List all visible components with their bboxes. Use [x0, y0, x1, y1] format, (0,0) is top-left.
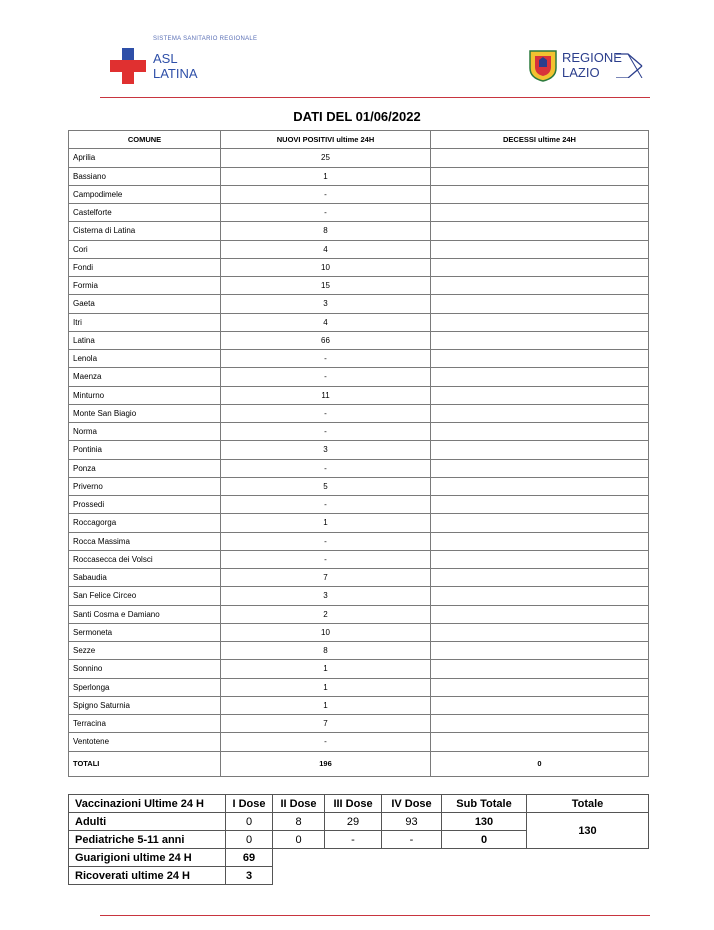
- top-divider: [100, 97, 650, 98]
- positivi-cell: 7: [221, 715, 431, 733]
- decessi-cell: [431, 222, 649, 240]
- asl-latina-logo: [110, 36, 310, 86]
- totals-positivi: 196: [221, 751, 431, 776]
- comune-cell: Lenola: [69, 350, 221, 368]
- decessi-cell: [431, 149, 649, 167]
- table-row: [69, 204, 649, 222]
- table-row: [69, 350, 649, 368]
- comune-cell: Sabaudia: [69, 569, 221, 587]
- adulti-row: [69, 813, 649, 831]
- vacc-header-dose4: IV Dose: [382, 795, 442, 813]
- positivi-cell: 1: [221, 660, 431, 678]
- comune-cell: Fondi: [69, 258, 221, 276]
- positivi-cell: 7: [221, 569, 431, 587]
- vacc-header-totale: Totale: [527, 795, 649, 813]
- comune-cell: Santi Cosma e Damiano: [69, 605, 221, 623]
- decessi-cell: [431, 277, 649, 295]
- header-decessi: DECESSI ultime 24H: [431, 131, 649, 149]
- decessi-cell: [431, 642, 649, 660]
- comune-cell: Gaeta: [69, 295, 221, 313]
- comune-cell: Priverno: [69, 477, 221, 495]
- decessi-cell: [431, 423, 649, 441]
- decessi-cell: [431, 386, 649, 404]
- positivi-cell: 66: [221, 331, 431, 349]
- table-row: [69, 678, 649, 696]
- decessi-cell: [431, 204, 649, 222]
- positivi-cell: 2: [221, 605, 431, 623]
- bottom-divider: [100, 915, 650, 916]
- positivi-cell: -: [221, 368, 431, 386]
- comune-cell: Sonnino: [69, 660, 221, 678]
- positivi-cell: 1: [221, 678, 431, 696]
- positivi-cell: 5: [221, 477, 431, 495]
- positivi-cell: 1: [221, 167, 431, 185]
- comune-cell: Prossedi: [69, 496, 221, 514]
- ricoverati-label: Ricoverati ultime 24 H: [69, 867, 226, 885]
- totals-label: TOTALI: [69, 751, 221, 776]
- comune-cell: Ventotene: [69, 733, 221, 751]
- decessi-cell: [431, 167, 649, 185]
- decessi-cell: [431, 660, 649, 678]
- comune-cell: Norma: [69, 423, 221, 441]
- pediatriche-dose3: -: [325, 831, 382, 849]
- comune-cell: Ponza: [69, 459, 221, 477]
- vacc-totale: 130: [527, 813, 649, 849]
- table-row: [69, 660, 649, 678]
- positivi-cell: 4: [221, 313, 431, 331]
- comune-cell: Roccasecca dei Volsci: [69, 550, 221, 568]
- table-row: [69, 185, 649, 203]
- comune-cell: Rocca Massima: [69, 532, 221, 550]
- decessi-cell: [431, 623, 649, 641]
- adulti-dose1: 0: [226, 813, 273, 831]
- comune-cell: Campodimele: [69, 185, 221, 203]
- decessi-cell: [431, 569, 649, 587]
- table-row: [69, 642, 649, 660]
- comune-cell: Terracina: [69, 715, 221, 733]
- comune-cell: Formia: [69, 277, 221, 295]
- positivi-cell: -: [221, 404, 431, 422]
- lazio-label: LAZIO: [562, 65, 600, 80]
- positivi-cell: 10: [221, 623, 431, 641]
- positivi-cell: 11: [221, 386, 431, 404]
- table-row: [69, 496, 649, 514]
- decessi-cell: [431, 240, 649, 258]
- decessi-cell: [431, 258, 649, 276]
- table-row: [69, 277, 649, 295]
- table-row: [69, 313, 649, 331]
- comune-cell: Maenza: [69, 368, 221, 386]
- vacc-header-dose1: I Dose: [226, 795, 273, 813]
- decessi-cell: [431, 185, 649, 203]
- adulti-dose2: 8: [273, 813, 325, 831]
- header-positivi: NUOVI POSITIVI ultime 24H: [221, 131, 431, 149]
- table-row: [69, 423, 649, 441]
- positivi-cell: -: [221, 550, 431, 568]
- table-row: [69, 404, 649, 422]
- table-row: [69, 733, 649, 751]
- decessi-cell: [431, 295, 649, 313]
- table-row: [69, 459, 649, 477]
- pediatriche-label: Pediatriche 5-11 anni: [69, 831, 226, 849]
- comune-cell: Cisterna di Latina: [69, 222, 221, 240]
- table-row: [69, 477, 649, 495]
- adulti-dose4: 93: [382, 813, 442, 831]
- comune-cell: Aprilia: [69, 149, 221, 167]
- positivi-cell: 1: [221, 514, 431, 532]
- decessi-cell: [431, 350, 649, 368]
- pediatriche-dose2: 0: [273, 831, 325, 849]
- table-row: [69, 295, 649, 313]
- red-cross-icon: [110, 48, 146, 84]
- positivi-cell: 3: [221, 295, 431, 313]
- decessi-cell: [431, 605, 649, 623]
- vacc-header-subtotale: Sub Totale: [442, 795, 527, 813]
- table-row: [69, 167, 649, 185]
- positivi-cell: -: [221, 496, 431, 514]
- decessi-cell: [431, 715, 649, 733]
- table-row: [69, 386, 649, 404]
- decessi-cell: [431, 733, 649, 751]
- table-row: [69, 587, 649, 605]
- positivi-cell: -: [221, 459, 431, 477]
- decessi-cell: [431, 313, 649, 331]
- decessi-cell: [431, 496, 649, 514]
- adulti-subtotale: 130: [442, 813, 527, 831]
- decessi-cell: [431, 477, 649, 495]
- table-row: [69, 258, 649, 276]
- comune-cell: Roccagorga: [69, 514, 221, 532]
- positivi-cell: 1: [221, 696, 431, 714]
- decessi-cell: [431, 331, 649, 349]
- comune-cell: Minturno: [69, 386, 221, 404]
- table-row: [69, 623, 649, 641]
- table-row: [69, 569, 649, 587]
- comune-cell: San Felice Circeo: [69, 587, 221, 605]
- decessi-cell: [431, 678, 649, 696]
- positivi-cell: -: [221, 204, 431, 222]
- vacc-header-dose2: II Dose: [273, 795, 325, 813]
- pediatriche-dose4: -: [382, 831, 442, 849]
- system-label: SISTEMA SANITARIO REGIONALE: [153, 36, 258, 42]
- decessi-cell: [431, 404, 649, 422]
- guarigioni-label: Guarigioni ultime 24 H: [69, 849, 226, 867]
- comune-cell: Spigno Saturnia: [69, 696, 221, 714]
- positivi-cell: 25: [221, 149, 431, 167]
- regione-lazio-logo: [528, 46, 648, 86]
- regione-label: REGIONE: [562, 50, 622, 65]
- vaccinazioni-table: [68, 794, 649, 885]
- adulti-label: Adulti: [69, 813, 226, 831]
- comune-cell: Cori: [69, 240, 221, 258]
- positivi-cell: -: [221, 423, 431, 441]
- positivi-cell: 10: [221, 258, 431, 276]
- table-row: [69, 550, 649, 568]
- table-row: [69, 605, 649, 623]
- positivi-table: [68, 130, 649, 777]
- regione-emblem-icon: [528, 48, 558, 82]
- decessi-cell: [431, 587, 649, 605]
- pediatriche-dose1: 0: [226, 831, 273, 849]
- comune-cell: Sezze: [69, 642, 221, 660]
- decessi-cell: [431, 696, 649, 714]
- positivi-cell: -: [221, 532, 431, 550]
- table-row: [69, 222, 649, 240]
- guarigioni-row: [69, 849, 649, 867]
- vacc-header-dose3: III Dose: [325, 795, 382, 813]
- comune-cell: Pontinia: [69, 441, 221, 459]
- table-row: [69, 532, 649, 550]
- decessi-cell: [431, 368, 649, 386]
- table-row: [69, 514, 649, 532]
- table-row: [69, 149, 649, 167]
- table-row: [69, 240, 649, 258]
- table-row: [69, 331, 649, 349]
- positivi-cell: 3: [221, 441, 431, 459]
- comune-cell: Sermoneta: [69, 623, 221, 641]
- decessi-cell: [431, 514, 649, 532]
- decessi-cell: [431, 532, 649, 550]
- positivi-cell: -: [221, 185, 431, 203]
- pediatriche-subtotale: 0: [442, 831, 527, 849]
- ricoverati-value: 3: [226, 867, 273, 885]
- decessi-cell: [431, 550, 649, 568]
- latina-label: LATINA: [153, 66, 198, 81]
- positivi-cell: -: [221, 350, 431, 368]
- comune-cell: Itri: [69, 313, 221, 331]
- decessi-cell: [431, 441, 649, 459]
- asl-label: ASL: [153, 51, 178, 66]
- positivi-cell: 8: [221, 222, 431, 240]
- table-row: [69, 441, 649, 459]
- table-row: [69, 715, 649, 733]
- page-title: DATI DEL 01/06/2022: [293, 109, 421, 124]
- comune-cell: Latina: [69, 331, 221, 349]
- table-row: [69, 696, 649, 714]
- positivi-cell: 15: [221, 277, 431, 295]
- positivi-cell: 3: [221, 587, 431, 605]
- regione-mark-icon: [616, 50, 644, 78]
- ricoverati-row: [69, 867, 649, 885]
- totals-row: [69, 751, 649, 776]
- positivi-cell: -: [221, 733, 431, 751]
- header-comune: COMUNE: [69, 131, 221, 149]
- table-row: [69, 368, 649, 386]
- guarigioni-value: 69: [226, 849, 273, 867]
- decessi-cell: [431, 459, 649, 477]
- comune-cell: Castelforte: [69, 204, 221, 222]
- positivi-cell: 4: [221, 240, 431, 258]
- comune-cell: Monte San Biagio: [69, 404, 221, 422]
- adulti-dose3: 29: [325, 813, 382, 831]
- comune-cell: Sperlonga: [69, 678, 221, 696]
- comune-cell: Bassiano: [69, 167, 221, 185]
- totals-decessi: 0: [431, 751, 649, 776]
- vacc-header-title: Vaccinazioni Ultime 24 H: [69, 795, 226, 813]
- positivi-cell: 8: [221, 642, 431, 660]
